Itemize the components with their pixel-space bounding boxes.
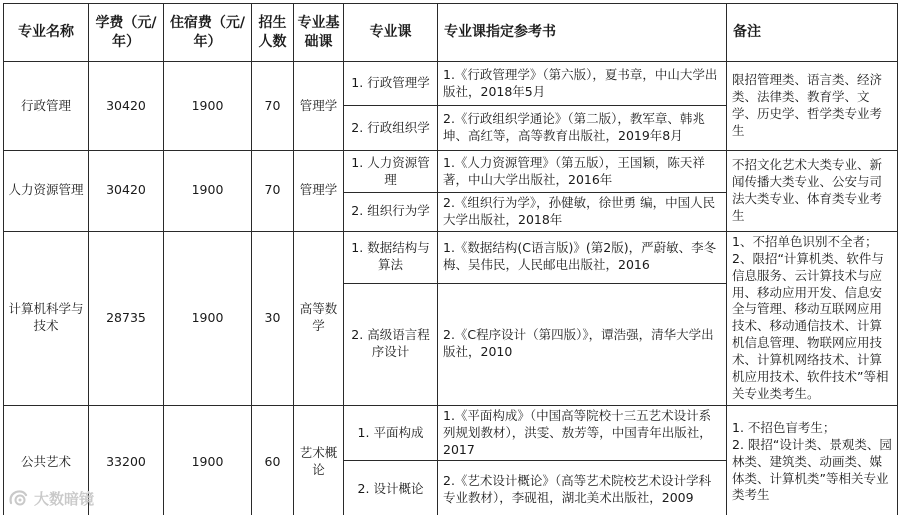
course-name: 1. 人力资源管理 [344, 151, 438, 193]
remark-line: 1、不招单色识别不全者； [732, 233, 878, 249]
reference-book: 1.《人力资源管理》（第五版），王国颖，陈天祥 著，中山大学出版社，2016年 [438, 151, 727, 193]
watermark [8, 487, 94, 509]
course-name: 1. 平面构成 [344, 405, 438, 461]
table-row [4, 62, 898, 106]
admission-table [3, 3, 898, 515]
course-name: 1. 数据结构与算法 [344, 231, 438, 283]
basic-course: 艺术概论 [294, 405, 344, 515]
basic-course: 管理学 [294, 62, 344, 151]
major-name: 人力资源管理 [4, 151, 89, 232]
header-row [4, 4, 898, 62]
table-row [4, 151, 898, 193]
remark-line: 2、限招“计算机类、软件与信息服务、云计算技术与应用、移动应用开发、信息安全与管理、移动互联网应用技术、移动通信技术、计算机信息管理、物联网应用技术、计算机网络技术、计算机应用技术、软件技术”等相关专业类考生。 [732, 250, 889, 401]
remark: 限招管理类、语言类、经济类、法律类、教育学、文学、历史学、哲学类专业考生 [727, 62, 898, 151]
reference-book: 2.《C程序设计（第四版）》，谭浩强，清华大学出版社，2010 [438, 283, 727, 405]
tuition-value: 28735 [89, 231, 164, 405]
lodging-value: 1900 [164, 62, 252, 151]
course-name: 1. 行政管理学 [344, 62, 438, 106]
remark-line: 1. 不招色盲考生； [732, 419, 836, 435]
reference-book: 2.《艺术设计概论》（高等艺术院校艺术设计学科专业教材），李砚祖，湖北美术出版社，2009 [438, 461, 727, 515]
watermark-text: 大数暗镜 [34, 489, 95, 508]
table-row [4, 231, 898, 283]
lodging-value: 1900 [164, 405, 252, 515]
tuition-value: 30420 [89, 151, 164, 232]
remark-line: 2. 限招“设计类、景观类、园林类、建筑类、动画类、媒体类、计算机类”等相关专业类考生 [732, 436, 892, 503]
header-books: 专业课指定参考书 [438, 4, 727, 62]
course-name: 2. 高级语言程序设计 [344, 283, 438, 405]
tuition-value: 30420 [89, 62, 164, 151]
header-enrollment: 招生人数 [252, 4, 294, 62]
header-lodging: 住宿费（元/年） [164, 4, 252, 62]
course-name: 2. 组织行为学 [344, 193, 438, 232]
lodging-value: 1900 [164, 231, 252, 405]
reference-book: 1.《数据结构(C语言版)》(第2版)，严蔚敏、李冬梅、吴伟民，人民邮电出版社，2016 [438, 231, 727, 283]
header-course: 专业课 [344, 4, 438, 62]
remark: 不招文化艺术大类专业、新闻传播大类专业、公安与司法大类专业、体育类专业考生 [727, 151, 898, 232]
enrollment-value: 30 [252, 231, 294, 405]
reference-book: 2.《组织行为学》，孙健敏，徐世勇 编，中国人民大学出版社，2018年 [438, 193, 727, 232]
enrollment-value: 60 [252, 405, 294, 515]
camera-lens-icon [8, 489, 30, 507]
basic-course: 高等数学 [294, 231, 344, 405]
table-row [4, 405, 898, 461]
enrollment-value: 70 [252, 62, 294, 151]
tuition-value: 33200 [89, 405, 164, 515]
header-tuition: 学费（元/年） [89, 4, 164, 62]
reference-book: 2.《行政组织学通论》（第二版），教军章、韩兆坤、高红等，高等教育出版社，2019年8月 [438, 106, 727, 151]
reference-book: 1.《平面构成》（中国高等院校十三五艺术设计系列规划教材），洪雯、敖芳等，中国青年出版社，2017 [438, 405, 727, 461]
reference-book: 1.《行政管理学》（第六版），夏书章，中山大学出版社，2018年5月 [438, 62, 727, 106]
basic-course: 管理学 [294, 151, 344, 232]
header-remarks: 备注 [727, 4, 898, 62]
lodging-value: 1900 [164, 151, 252, 232]
major-name: 公共艺术 [4, 405, 89, 515]
enrollment-value: 70 [252, 151, 294, 232]
remark [727, 405, 898, 515]
course-name: 2. 行政组织学 [344, 106, 438, 151]
header-basic-course: 专业基础课 [294, 4, 344, 62]
header-major: 专业名称 [4, 4, 89, 62]
major-name: 计算机科学与技术 [4, 231, 89, 405]
course-name: 2. 设计概论 [344, 461, 438, 515]
remark [727, 231, 898, 405]
major-name: 行政管理 [4, 62, 89, 151]
